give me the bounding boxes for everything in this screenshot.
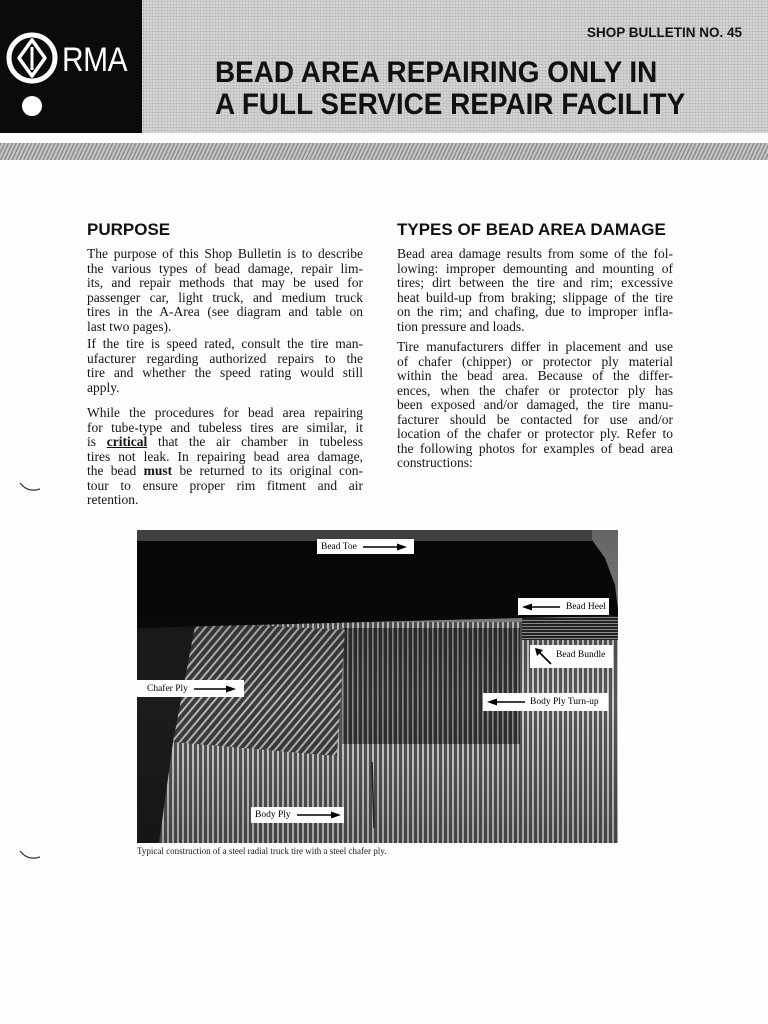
purpose-paragraph [87,247,363,334]
bullet-dot-icon [22,96,42,116]
photo-label-body-ply-turn-up [483,693,608,711]
body-text-line: tion pressure and loads. [397,319,525,334]
body-text-line: location of the chafer or protector ply. Refer to [397,427,673,441]
body-text-line: facturer should be contacted for use and/or [397,412,673,427]
label-text: Chafer Ply [147,683,188,694]
photo-label-bead-heel [518,598,609,615]
body-text-line: for tube-type and tubeless tires are similar, it [87,420,363,435]
arrow-right-icon [297,811,341,819]
body-text-line: retention. [87,493,139,507]
tire-bead-photo [137,530,618,843]
margin-mark [18,848,42,862]
rma-logo-icon [4,30,60,86]
photo-label-bead-bundle [530,645,613,668]
body-text-line: If the tire is speed rated, consult the tire man- [87,337,363,351]
page-title [215,57,721,121]
damage-types-paragraph [397,340,673,471]
photo-label-body-ply [251,807,344,823]
title-line: A FULL SERVICE REPAIR FACILITY [215,88,686,121]
body-text-line: heat build-up from braking; slippage of the tire [397,290,673,305]
body-text-line: The purpose of this Shop Bulletin is to describe [87,247,363,261]
body-text-line: ences, when the chafer or protector ply has [397,383,673,398]
body-text-line: apply. [87,380,120,395]
body-text-line: its, and repair methods that may be used for [87,276,363,290]
arrow-right-icon [363,543,407,551]
logo-text: RMA [62,41,128,79]
margin-mark [18,480,42,494]
body-text-line: the various types of bead damage, repair lim- [87,261,363,276]
body-text-line: tires not leak. In repairing bead area damage, [87,449,363,464]
emphasis-critical: critical [106,435,148,449]
text-run: is [87,435,107,449]
body-text-line: lowing: improper demounting and mounting of [397,261,673,276]
body-text-line: tires; dirt between the tire and rim; excessive [397,276,673,290]
body-text-line: of chafer (chipper) or protector ply material [397,354,673,369]
label-text: Body Ply [255,810,291,820]
section-heading-damage-types: TYPES OF BEAD AREA DAMAGE [397,220,666,239]
body-text-line: the following photos for examples of bead area [397,441,673,456]
photo-label-chafer-ply [137,680,244,697]
body-text-line: tire and whether the speed rating would still [87,366,363,380]
body-text-line: ufacturer regarding authorized repairs to the [87,351,363,366]
body-text-line: on the rim; and chafing, due to improper infla- [397,305,673,319]
bulletin-number: SHOP BULLETIN NO. 45 [586,25,742,40]
body-text-line [87,435,363,450]
text-run: the bead [87,464,144,478]
text-run: that the air chamber in tubeless [147,435,363,449]
body-text-line: tour to ensure proper rim fitment and air [87,478,363,493]
arrow-left-icon [522,603,560,611]
label-text: Bead Toe [321,541,357,552]
label-text: Bead Bundle [556,650,606,660]
body-text-line: been exposed and/or damaged, the tire manu- [397,398,673,412]
rma-logo-block [0,0,142,133]
header-band [142,0,768,133]
body-text-line: tires in the A-Area (see diagram and table on [87,305,363,319]
arrow-right-icon [194,685,236,693]
arrow-up-left-icon [534,647,552,665]
label-text: Body Ply Turn-up [530,697,599,707]
photo-label-bead-toe [317,539,414,554]
body-text-line [87,464,363,479]
body-text-line: last two pages). [87,319,172,334]
body-text-line: passenger car, light truck, and medium truck [87,290,363,305]
emphasis-must: must [143,464,173,478]
body-text-line: within the bead area. Because of the differ- [397,369,673,383]
body-text-line: Tire manufacturers differ in placement and use [397,340,673,354]
body-text-line: While the procedures for bead area repairing [87,406,363,420]
title-line: BEAD AREA REPAIRING ONLY IN [215,56,658,89]
body-text-line: Bead area damage results from some of the fol- [397,247,673,261]
section-heading-purpose: PURPOSE [87,220,171,239]
header-rule [0,143,768,160]
figure-caption: Typical construction of a steel radial truck tire with a steel chafer ply. [137,846,387,856]
purpose-paragraph [87,406,363,508]
body-text-line: constructions: [397,456,473,470]
damage-types-paragraph [397,247,673,334]
purpose-paragraph [87,337,363,395]
label-text: Bead Heel [566,601,606,612]
text-run: be returned to its original con- [172,464,363,478]
arrow-left-icon [487,698,525,706]
